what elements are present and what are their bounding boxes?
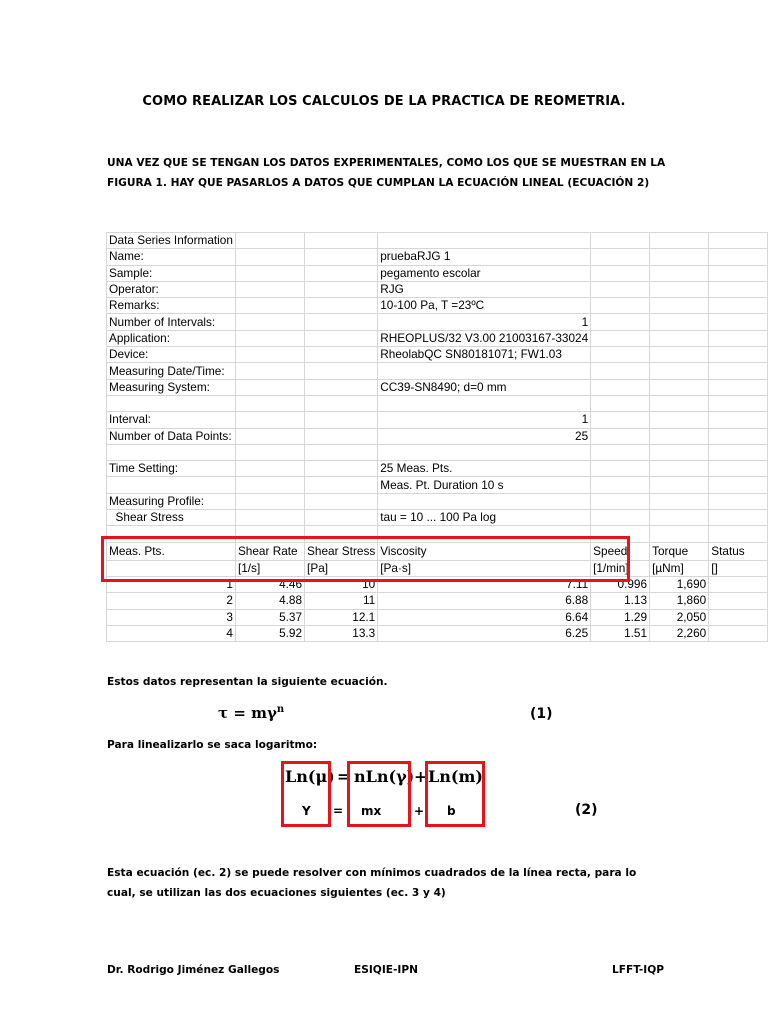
table-cell	[305, 461, 378, 477]
table-cell	[305, 395, 378, 411]
table-cell: 1	[378, 314, 591, 330]
table-cell	[305, 249, 378, 265]
table-cell	[591, 347, 650, 363]
table-cell: 4.46	[235, 576, 304, 592]
equation-2-label-mx: mx	[361, 804, 382, 818]
table-cell	[591, 363, 650, 379]
table-cell	[107, 395, 236, 411]
table-cell	[709, 412, 768, 428]
equation-2-plus: +	[414, 767, 428, 786]
table-cell: 1.51	[591, 625, 650, 641]
table-cell	[305, 347, 378, 363]
table-cell: Torque	[650, 542, 709, 560]
table-cell: Number of Intervals:	[107, 314, 236, 330]
table-cell: 13.3	[305, 625, 378, 641]
table-cell: CC39-SN8490; d=0 mm	[378, 379, 591, 395]
table-cell	[305, 493, 378, 509]
table-cell: 11	[305, 593, 378, 609]
paragraph-linearize: Para linealizarlo se saca logaritmo:	[107, 739, 318, 751]
table-cell	[650, 314, 709, 330]
table-cell: Meas. Pts.	[107, 542, 236, 560]
info-row	[107, 477, 768, 493]
table-cell	[591, 477, 650, 493]
table-cell	[591, 233, 650, 249]
table-cell	[305, 233, 378, 249]
table-cell: 25 Meas. Pts.	[378, 461, 591, 477]
table-cell: 1.29	[591, 609, 650, 625]
table-cell	[709, 510, 768, 526]
info-row	[107, 298, 768, 314]
table-cell	[235, 281, 304, 297]
table-cell	[378, 395, 591, 411]
table-cell	[305, 281, 378, 297]
table-cell	[305, 363, 378, 379]
table-cell: []	[709, 560, 768, 576]
table-cell	[305, 379, 378, 395]
table-cell	[235, 363, 304, 379]
table-cell: [1/min]	[591, 560, 650, 576]
table-cell	[235, 428, 304, 444]
table-cell: Measuring System:	[107, 379, 236, 395]
table-cell: 10	[305, 576, 378, 592]
table-cell: pegamento escolar	[378, 265, 591, 281]
table-cell: Interval:	[107, 412, 236, 428]
table-cell	[709, 593, 768, 609]
table-cell	[650, 249, 709, 265]
table-cell: Measuring Date/Time:	[107, 363, 236, 379]
table-cell	[709, 576, 768, 592]
info-row	[107, 314, 768, 330]
table-cell	[650, 493, 709, 509]
table-cell	[650, 461, 709, 477]
table-cell: Shear Stress	[305, 542, 378, 560]
table-cell	[650, 233, 709, 249]
table-cell	[709, 625, 768, 641]
table-cell: Meas. Pt. Duration 10 s	[378, 477, 591, 493]
highlight-box-b	[425, 761, 485, 827]
table-cell	[591, 510, 650, 526]
table-cell	[378, 444, 591, 460]
table-cell	[235, 379, 304, 395]
footer-school: ESIQIE-IPN	[354, 964, 418, 976]
info-row	[107, 379, 768, 395]
table-cell	[235, 477, 304, 493]
table-cell	[709, 249, 768, 265]
highlight-box-mx	[347, 761, 411, 827]
equation-1: $\tau = m\gamma^n$	[218, 704, 285, 722]
table-cell	[650, 412, 709, 428]
table-cell	[709, 395, 768, 411]
table-cell: 7.11	[378, 576, 591, 592]
table-cell: 1	[107, 576, 236, 592]
table-cell	[650, 444, 709, 460]
table-cell	[235, 249, 304, 265]
info-row	[107, 428, 768, 444]
table-cell	[591, 265, 650, 281]
table-cell	[235, 330, 304, 346]
table-cell	[235, 395, 304, 411]
table-cell	[591, 444, 650, 460]
equation-2-label-plus: +	[414, 804, 425, 818]
table-cell: 1.13	[591, 593, 650, 609]
table-cell	[235, 444, 304, 460]
table-cell: Application:	[107, 330, 236, 346]
highlight-box-y	[281, 761, 331, 827]
table-cell	[305, 314, 378, 330]
table-cell	[107, 444, 236, 460]
table-cell	[235, 265, 304, 281]
table-cell: Remarks:	[107, 298, 236, 314]
table-cell	[235, 412, 304, 428]
table-cell	[591, 281, 650, 297]
table-cell: Name:	[107, 249, 236, 265]
table-cell: Data Series Information	[107, 233, 236, 249]
table-cell: Viscosity	[378, 542, 591, 560]
table-cell	[709, 477, 768, 493]
table-cell	[650, 510, 709, 526]
table-row	[107, 625, 768, 641]
info-row	[107, 347, 768, 363]
info-row	[107, 510, 768, 526]
table-cell	[709, 330, 768, 346]
table-cell	[305, 298, 378, 314]
table-cell	[305, 428, 378, 444]
table-cell: 0.996	[591, 576, 650, 592]
table-cell	[235, 510, 304, 526]
table-cell: [Pa]	[305, 560, 378, 576]
table-cell	[378, 493, 591, 509]
table-cell: tau = 10 ... 100 Pa log	[378, 510, 591, 526]
table-cell	[107, 477, 236, 493]
table-cell: 1,690	[650, 576, 709, 592]
table-cell: 25	[378, 428, 591, 444]
table-cell: Shear Stress	[107, 510, 236, 526]
table-cell	[709, 347, 768, 363]
table-cell	[235, 298, 304, 314]
table-cell: Device:	[107, 347, 236, 363]
table-cell: Measuring Profile:	[107, 493, 236, 509]
table-cell: 6.64	[378, 609, 591, 625]
table-cell	[235, 233, 304, 249]
table-cell	[709, 379, 768, 395]
table-cell	[235, 347, 304, 363]
table-cell	[591, 412, 650, 428]
table-cell	[591, 428, 650, 444]
table-cell: Speed	[591, 542, 650, 560]
table-cell	[709, 526, 768, 542]
table-cell: Time Setting:	[107, 461, 236, 477]
table-cell: Shear Rate	[235, 542, 304, 560]
table-cell: 6.25	[378, 625, 591, 641]
table-cell	[709, 233, 768, 249]
table-cell	[305, 477, 378, 493]
table-cell	[235, 314, 304, 330]
table-cell	[591, 395, 650, 411]
table-cell	[650, 526, 709, 542]
table-cell	[650, 265, 709, 281]
table-cell	[650, 347, 709, 363]
table-cell	[650, 363, 709, 379]
table-cell	[305, 330, 378, 346]
table-cell: RheolabQC SN80181071; FW1.03	[378, 347, 591, 363]
table-row	[107, 609, 768, 625]
table-cell	[378, 233, 591, 249]
table-cell	[650, 477, 709, 493]
table-cell: 3	[107, 609, 236, 625]
table-cell: Status	[709, 542, 768, 560]
table-cell	[305, 412, 378, 428]
table-cell: 2,260	[650, 625, 709, 641]
table-cell: [1/s]	[235, 560, 304, 576]
table-cell	[709, 461, 768, 477]
table-cell: 5.92	[235, 625, 304, 641]
table-cell	[591, 298, 650, 314]
equation-2-term-ln-m: Ln(m)	[428, 767, 483, 786]
equation-2-label-y: Y	[302, 804, 311, 818]
table-cell	[650, 379, 709, 395]
table-cell: pruebaRJG 1	[378, 249, 591, 265]
table-cell	[235, 461, 304, 477]
info-row	[107, 281, 768, 297]
equation-2-term-nln-gamma: nLn(γ)	[354, 767, 415, 786]
info-row	[107, 461, 768, 477]
table-cell	[650, 330, 709, 346]
footer-author: Dr. Rodrigo Jiménez Gallegos	[107, 964, 280, 976]
table-cell	[305, 510, 378, 526]
table-cell	[709, 298, 768, 314]
table-cell: Number of Data Points:	[107, 428, 236, 444]
info-row	[107, 444, 768, 460]
table-cell	[591, 493, 650, 509]
table-cell	[591, 314, 650, 330]
equation-1-number: (1)	[530, 706, 553, 722]
table-cell	[709, 444, 768, 460]
table-cell	[709, 363, 768, 379]
table-cell	[709, 265, 768, 281]
info-row	[107, 363, 768, 379]
equation-2-number: (2)	[575, 802, 598, 818]
intro-paragraph: UNA VEZ QUE SE TENGAN LOS DATOS EXPERIMENTALES, COMO LOS QUE SE MUESTRAN EN LA FIGURA 1. HAY QUE PASARLOS A DATOS QUE CUMPLAN LA ECUACIÓN LINEAL (ECUACIÓN 2)	[107, 157, 666, 189]
table-cell: RHEOPLUS/32 V3.00 21003167-33024	[378, 330, 591, 346]
table-cell: 10-100 Pa, T =23ºC	[378, 298, 591, 314]
table-cell: RJG	[378, 281, 591, 297]
table-cell	[378, 363, 591, 379]
table-cell	[709, 493, 768, 509]
equation-2-label-b: b	[447, 804, 456, 818]
table-row	[107, 593, 768, 609]
table-cell	[591, 249, 650, 265]
table-cell: 4	[107, 625, 236, 641]
table-cell: Sample:	[107, 265, 236, 281]
table-cell	[650, 298, 709, 314]
table-cell	[305, 265, 378, 281]
table-cell	[709, 281, 768, 297]
table-cell	[709, 314, 768, 330]
table-cell	[650, 428, 709, 444]
document-title: COMO REALIZAR LOS CALCULOS DE LA PRACTICA DE REOMETRIA.	[142, 94, 626, 109]
table-cell	[709, 609, 768, 625]
header-highlight-box	[101, 536, 630, 582]
table-cell	[650, 281, 709, 297]
table-cell	[591, 461, 650, 477]
table-cell	[591, 330, 650, 346]
equation-2-term-ln-mu: Ln(μ)	[285, 767, 335, 786]
table-cell	[591, 379, 650, 395]
equation-2-equals: =	[337, 767, 351, 786]
info-row	[107, 265, 768, 281]
info-row	[107, 249, 768, 265]
equation-2-label-equals: =	[333, 804, 344, 818]
table-cell: 4.88	[235, 593, 304, 609]
table-cell: 12.1	[305, 609, 378, 625]
table-cell: 6.88	[378, 593, 591, 609]
table-cell: [Pa·s]	[378, 560, 591, 576]
info-row	[107, 330, 768, 346]
table-cell: 1	[378, 412, 591, 428]
info-row	[107, 233, 768, 249]
table-cell: 1,860	[650, 593, 709, 609]
table-cell	[650, 395, 709, 411]
table-cell: [µNm]	[650, 560, 709, 576]
table-cell: 5.37	[235, 609, 304, 625]
table-cell: 2	[107, 593, 236, 609]
table-cell	[709, 428, 768, 444]
paragraph-least-squares: Esta ecuación (ec. 2) se puede resolver con mínimos cuadrados de la línea recta, para lo cual, se utilizan las dos ecuaciones siguientes (ec. 3 y 4)	[107, 867, 637, 899]
table-cell: 2,050	[650, 609, 709, 625]
info-row	[107, 412, 768, 428]
table-cell	[305, 444, 378, 460]
info-row	[107, 493, 768, 509]
info-row	[107, 395, 768, 411]
table-cell: Operator:	[107, 281, 236, 297]
table-cell	[235, 493, 304, 509]
footer-lab: LFFT-IQP	[612, 964, 665, 976]
paragraph-equation-intro: Estos datos representan la siguiente ecuación.	[107, 676, 388, 688]
